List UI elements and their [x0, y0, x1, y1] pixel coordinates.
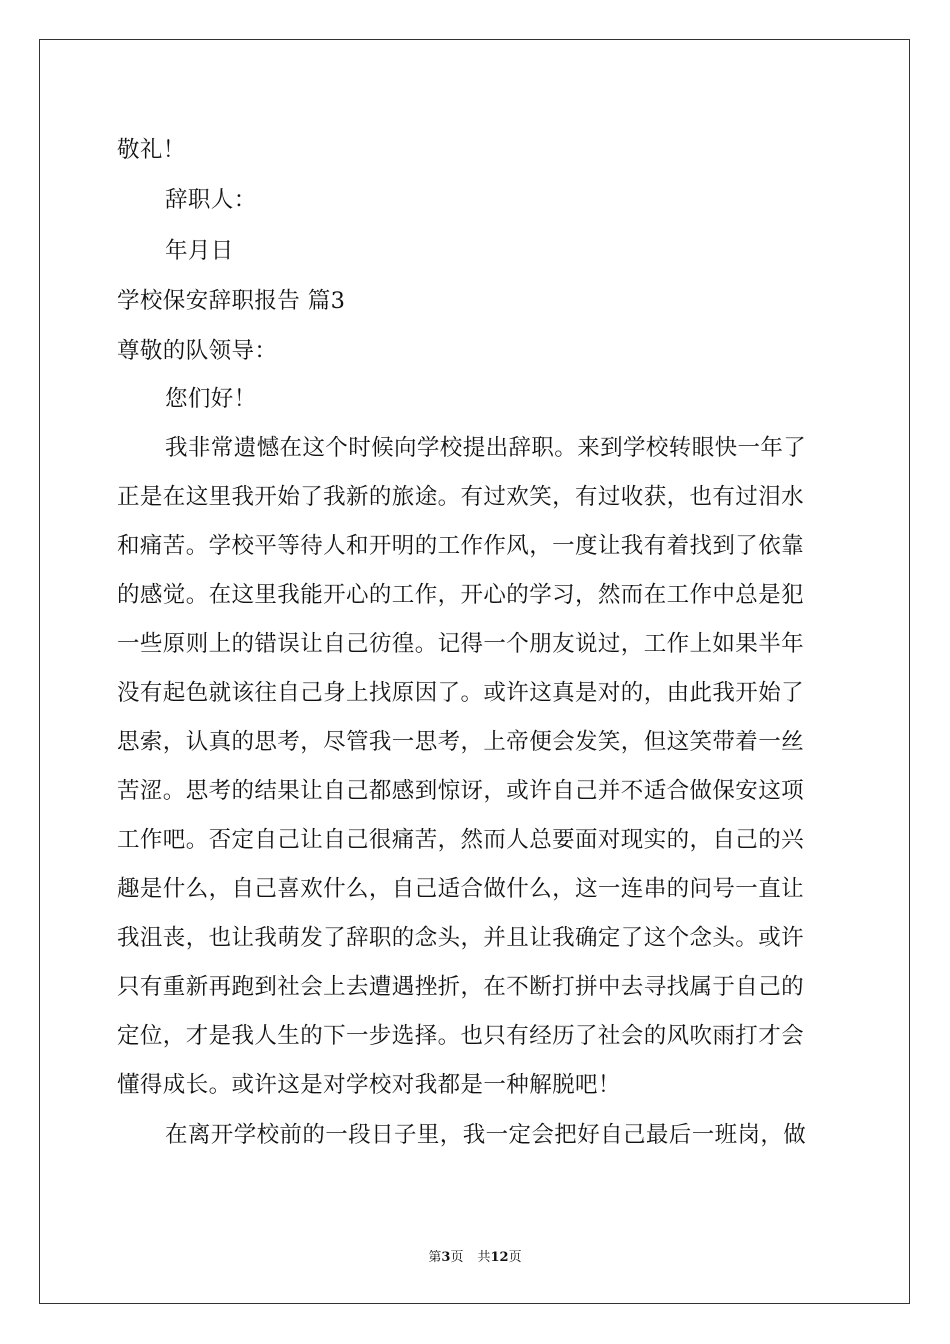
body-line: 只有重新再跑到社会上去遭遇挫折，在不断打拼中去寻找属于自己的 [117, 974, 805, 1000]
body-line: 苦涩。思考的结果让自己都感到惊讶，或许自己并不适合做保安这项 [117, 778, 805, 804]
page-border [39, 39, 910, 1304]
body-line: 正是在这里我开始了我新的旅途。有过欢笑，有过收获，也有过泪水 [117, 484, 805, 510]
body-line: 工作吧。否定自己让自己很痛苦，然而人总要面对现实的，自己的兴 [117, 827, 805, 853]
last-paragraph-line: 在离开学校前的一段日子里，我一定会把好自己最后一班岗，做 [165, 1122, 807, 1148]
body-line: 没有起色就该往自己身上找原因了。或许这真是对的，由此我开始了 [117, 680, 805, 706]
page-prefix: 第 [428, 1250, 442, 1265]
body-line: 的感觉。在这里我能开心的工作，开心的学习，然而在工作中总是犯 [117, 582, 805, 608]
total-pages: 12 [490, 1250, 509, 1265]
total-prefix: 共 [477, 1250, 491, 1265]
date-line: 年月日 [165, 238, 234, 264]
salutation-line: 尊敬的队领导： [117, 338, 278, 364]
body-line: 和痛苦。学校平等待人和开明的工作作风，一度让我有着找到了依靠 [117, 533, 805, 559]
body-line: 我非常遗憾在这个时候向学校提出辞职。来到学校转眼快一年了 [165, 435, 807, 461]
total-suffix: 页 [508, 1250, 522, 1265]
page-footer [0, 1250, 950, 1266]
signature-line: 辞职人： [165, 187, 257, 213]
body-line: 一些原则上的错误让自己彷徨。记得一个朋友说过，工作上如果半年 [117, 631, 805, 657]
body-line: 懂得成长。或许这是对学校对我都是一种解脱吧！ [117, 1072, 621, 1098]
greeting-line: 您们好！ [165, 386, 257, 412]
body-line: 趣是什么，自己喜欢什么，自己适合做什么，这一连串的问号一直让 [117, 876, 805, 902]
page-number: 3 [441, 1250, 451, 1265]
body-line: 我沮丧，也让我萌发了辞职的念头，并且让我确定了这个念头。或许 [117, 925, 805, 951]
body-line: 定位，才是我人生的下一步选择。也只有经历了社会的风吹雨打才会 [117, 1023, 805, 1049]
body-line: 思索，认真的思考，尽管我一思考，上帝便会发笑，但这笑带着一丝 [117, 729, 805, 755]
page-suffix: 页 [450, 1250, 464, 1265]
section-title: 学校保安辞职报告 篇3 [117, 288, 346, 314]
closing-line: 敬礼！ [117, 137, 186, 163]
